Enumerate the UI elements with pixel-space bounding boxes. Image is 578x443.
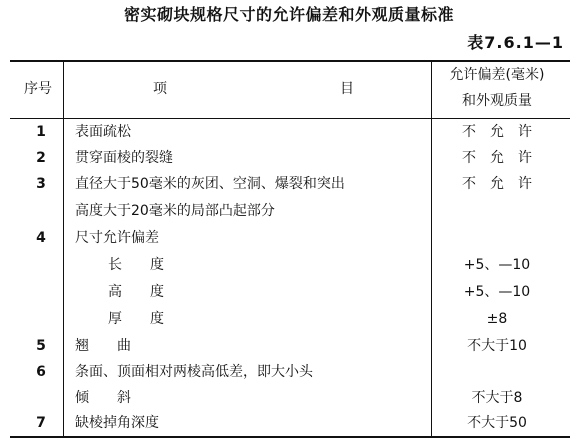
- row-item: 缺棱掉角深度: [75, 415, 159, 431]
- header-bottom-rule: [10, 118, 570, 119]
- row-value: ±8: [486, 311, 508, 327]
- row-item: 厚 度: [108, 311, 164, 327]
- table-number: 表7.6.1—1: [467, 33, 564, 52]
- row-no: 7: [36, 415, 46, 431]
- row-item: 直径大于50毫米的灰团、空洞、爆裂和突出: [75, 176, 345, 192]
- row-item: 翘 曲: [75, 338, 131, 354]
- row-value: 不大于10: [467, 338, 527, 354]
- row-item: 高 度: [108, 284, 164, 300]
- column-divider-right: [431, 61, 432, 436]
- row-item: 长 度: [108, 257, 164, 273]
- document-title: 密实砌块规格尺寸的允许偏差和外观质量标准: [123, 5, 454, 24]
- row-item: 高度大于20毫米的局部凸起部分: [75, 203, 275, 219]
- header-item-1: 项: [153, 81, 167, 97]
- row-no: 3: [36, 176, 46, 192]
- row-value: +5、—10: [463, 257, 531, 273]
- row-no: 1: [36, 124, 46, 140]
- row-no: 6: [36, 364, 46, 380]
- row-value: 不大于50: [467, 415, 527, 431]
- table-top-rule: [10, 60, 570, 62]
- row-value: 不 允 许: [462, 150, 532, 166]
- header-value-2: 和外观质量: [462, 93, 532, 109]
- header-value-1: 允许偏差(毫米): [449, 67, 545, 83]
- row-item: 条面、顶面相对两棱高低差，即大小头: [75, 364, 313, 380]
- row-value: 不 允 许: [462, 176, 532, 192]
- table-bottom-rule: [10, 436, 570, 438]
- row-item: 尺寸允许偏差: [75, 230, 159, 246]
- row-value: 不大于8: [471, 390, 523, 406]
- row-no: 2: [36, 150, 46, 166]
- header-item-2: 目: [340, 81, 354, 97]
- row-value: +5、—10: [463, 284, 531, 300]
- header-no: 序号: [24, 81, 52, 97]
- column-divider-left: [63, 61, 64, 436]
- row-item: 表面疏松: [75, 124, 131, 140]
- row-no: 4: [36, 230, 46, 246]
- row-no: 5: [36, 338, 46, 354]
- row-value: 不 允 许: [462, 124, 532, 140]
- row-item: 倾 斜: [75, 390, 131, 406]
- row-item: 贯穿面棱的裂缝: [75, 150, 173, 166]
